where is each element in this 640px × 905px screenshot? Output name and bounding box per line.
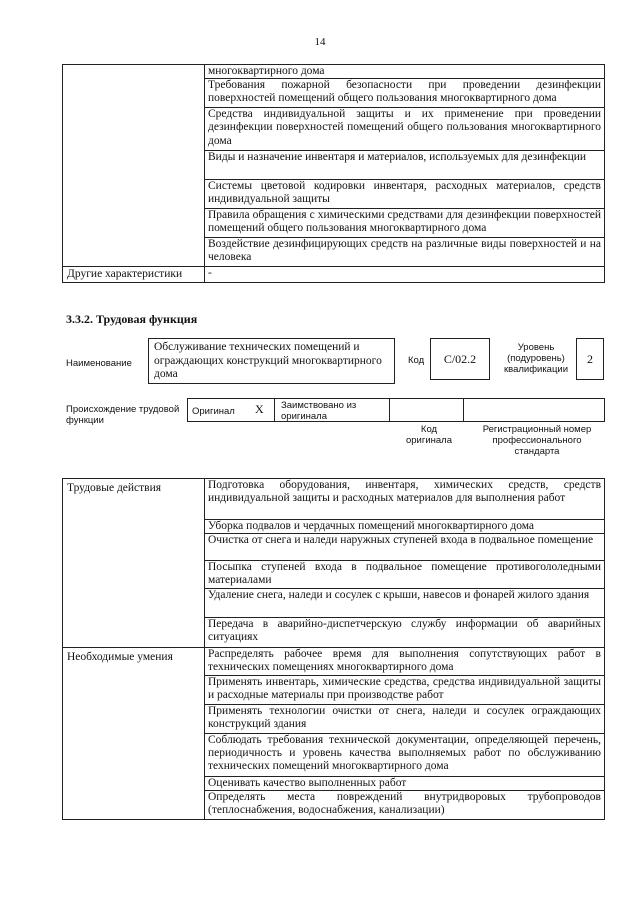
table-row: Подготовка оборудования, инвентаря, химических средств, средств индивидуальной защиты и расходных материалов для выполнения работ [205, 479, 605, 520]
actions-label: Трудовые действия [63, 479, 205, 648]
code-caption: Код оригинала [405, 424, 452, 446]
level-value: 2 [576, 338, 604, 380]
page-number: 14 [314, 36, 326, 48]
borrowed-label: Заимствовано из оригинала [281, 400, 357, 422]
knowledge-table [62, 64, 605, 283]
other-characteristics-label: Другие характеристики [63, 267, 205, 283]
function-table [62, 478, 605, 820]
table-row: Соблюдать требования технической документации, определяющей перечень, периодичность и уровень качества выполняемых работ по обслуживанию технических помещений многоквартирного дома [205, 733, 605, 776]
name-label: Наименование [66, 358, 132, 369]
table-row: Уборка подвалов и чердачных помещений многоквартирного дома [205, 520, 605, 534]
level-label: Уровень (подуровень) квалификации [503, 342, 569, 375]
table-row: Воздействие дезинфицирующих средств на различные виды поверхностей и на человека [205, 238, 605, 267]
table-row: Оценивать качество выполненных работ [205, 776, 605, 790]
reg-caption: Регистрационный номер профессионального стандарта [482, 424, 592, 457]
table-row: Виды и назначение инвентаря и материалов, используемых для дезинфекции [205, 151, 605, 180]
table-row: Применять инвентарь, химические средства, средства индивидуальной защиты и расходные материалы при производстве работ [205, 675, 605, 704]
table-row: Требования пожарной безопасности при проведении дезинфекции поверхностей помещений общего пользования многоквартирного дома [205, 79, 605, 108]
origin-label: Происхождение трудовой функции [66, 404, 180, 426]
origin-box [187, 398, 605, 422]
table-row: Правила обращения с химическими средствами для дезинфекции поверхностей помещений общего пользования многоквартирного дома [205, 209, 605, 238]
section-title: 3.3.2. Трудовая функция [66, 312, 198, 326]
code-label: Код [408, 355, 425, 366]
skills-label: Необходимые умения [63, 648, 205, 820]
divider [463, 398, 464, 422]
table-row: Системы цветовой кодировки инвентаря, расходных материалов, средств индивидуальной защиты [205, 180, 605, 209]
function-name: Обслуживание технических помещений и ограждающих конструкций многоквартирного дома [148, 338, 395, 384]
table-row: Передача в аварийно-диспетчерскую службу информации об аварийных ситуациях [205, 618, 605, 648]
table-row: Очистка от снега и наледи наружных ступеней входа в подвальное помещение [205, 534, 605, 561]
table-row: Посыпка ступеней входа в подвальное помещение противогололедными материалами [205, 561, 605, 589]
original-mark: X [255, 402, 264, 416]
divider [389, 398, 390, 422]
table-row: многоквартирного дома [205, 65, 605, 79]
table-row: Распределять рабочее время для выполнения сопутствующих работ в технических помещениях многоквартирного дома [205, 648, 605, 675]
table-cell-empty [63, 65, 205, 267]
table-row: Удаление снега, наледи и сосулек с крыши, навесов и фонарей жилого здания [205, 589, 605, 618]
table-row: Определять места повреждений внутридворовых трубопроводов (теплоснабжения, водоснабжения, канализации) [205, 790, 605, 819]
table-row: Средства индивидуальной защиты и их применение при проведении дезинфекции поверхностей помещений общего пользования многоквартирного дома [205, 108, 605, 151]
function-code: C/02.2 [430, 338, 490, 380]
divider [274, 398, 275, 422]
original-label: Оригинал [192, 406, 235, 417]
table-row: Применять технологии очистки от снега, наледи и сосулек ограждающих конструкций здания [205, 704, 605, 733]
other-characteristics-value: - [205, 267, 605, 283]
